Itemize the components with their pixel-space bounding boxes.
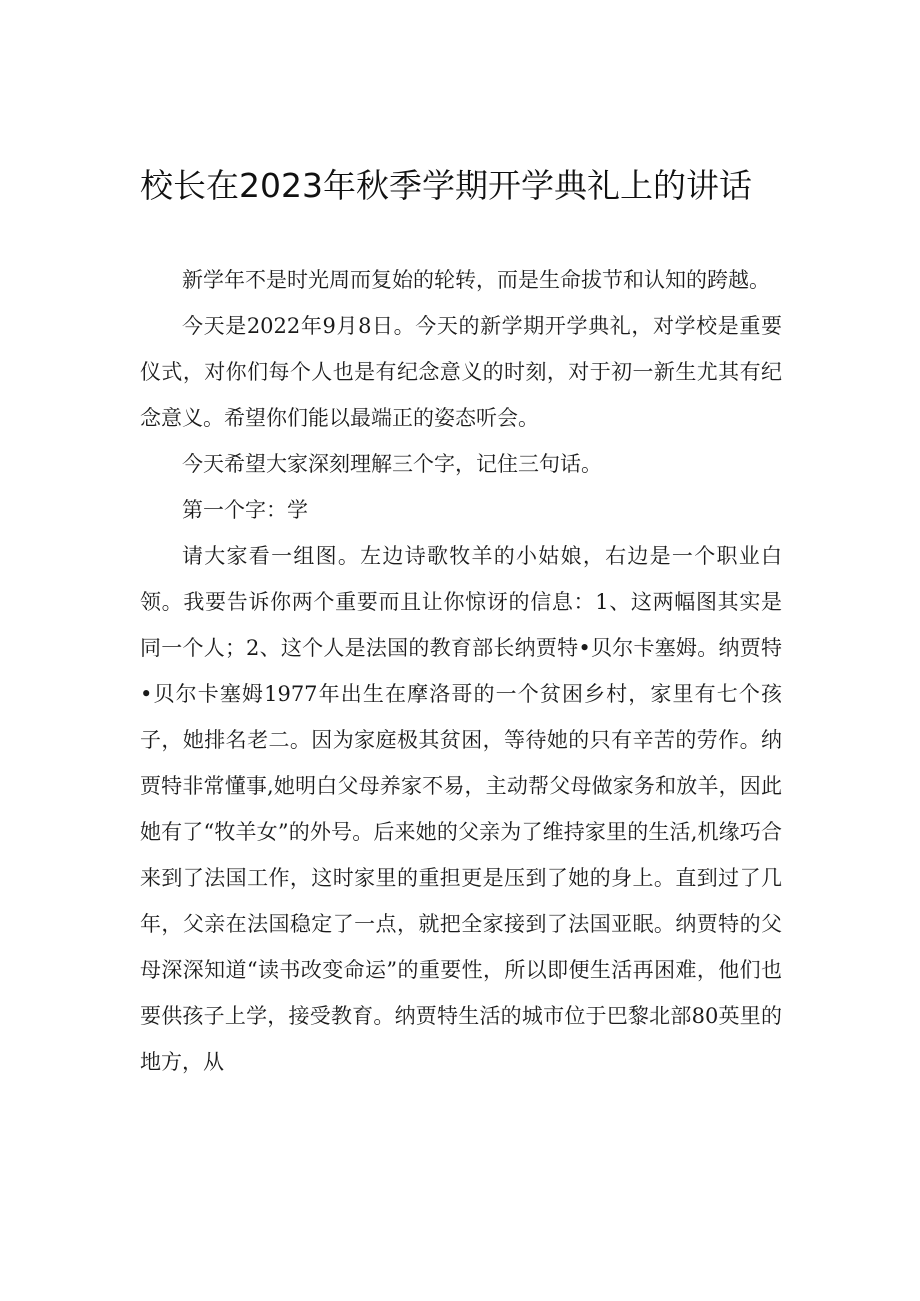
paragraph-date: 今天是2022年9月8日。今天的新学期开学典礼，对学校是重要仪式，对你们每个人也是有纪念意义的时刻，对于初一新生尤其有纪念意义。希望你们能以最端正的姿态听会。 bbox=[140, 314, 782, 430]
paragraph-first-word-heading: 第一个字：学 bbox=[182, 498, 308, 522]
paragraph-intro: 新学年不是时光周而复始的轮转，而是生命拔节和认知的跨越。 bbox=[182, 268, 770, 292]
paragraph-three-words: 今天希望大家深刻理解三个字，记住三句话。 bbox=[182, 452, 602, 476]
document-body bbox=[140, 257, 782, 1085]
paragraph-story: 请大家看一组图。左边诗歌牧羊的小姑娘，右边是一个职业白领。我要告诉你两个重要而且让你惊讶的信息：1、这两幅图其实是同一个人；2、这个人是法国的教育部长纳贾特•贝尔卡塞姆。纳贾特•贝尔卡塞姆1977年出生在摩洛哥的一个贫困乡村，家里有七个孩子，她排名老二。因为家庭极其贫困，等待她的只有辛苦的劳作。纳贾特非常懂事,她明白父母养家不易，主动帮父母做家务和放羊，因此她有了“牧羊女”的外号。后来她的父亲为了维持家里的生活,机缘巧合来到了法国工作，这时家里的重担更是压到了她的身上。直到过了几年，父亲在法国稳定了一点，就把全家接到了法国亚眠。纳贾特的父母深深知道“读书改变命运”的重要性，所以即便生活再困难，他们也要供孩子上学，接受教育。纳贾特生活的城市位于巴黎北部80英里的地方，从 bbox=[140, 544, 782, 1074]
document-title: 校长在2023年秋季学期开学典礼上的讲话 bbox=[140, 166, 752, 205]
